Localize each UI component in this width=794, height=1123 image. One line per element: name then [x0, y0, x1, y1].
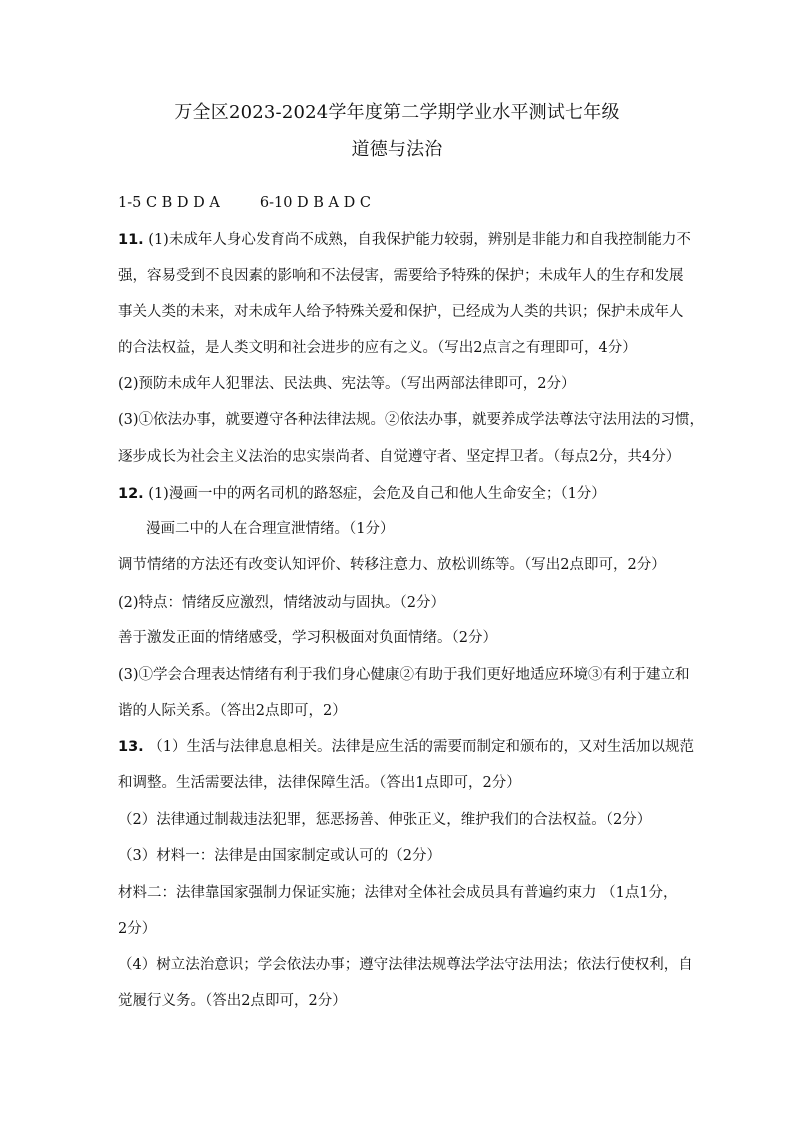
answer-line [118, 410, 704, 430]
answer-text: 谐的人际关系。（答出2点即可，2） [118, 703, 347, 719]
answer-text: 善于激发正面的情绪感受，学习积极面对负面情绪。（2分） [118, 630, 497, 646]
answer-text: （3）材料一：法律是由国家制定或认可的（2分） [118, 848, 441, 864]
answer-text: (3)①学会合理表达情绪有利于我们身心健康②有助于我们更好地适应环境③有利于建立和 [118, 667, 690, 683]
answer-line [146, 519, 394, 539]
answer-line [118, 338, 637, 358]
answer-line [118, 447, 680, 467]
answer-text: （2）法律通过制裁违法犯罪，惩恶扬善、伸张正义，维护我们的合法权益。（2分） [118, 812, 652, 828]
answer-text: (1)未成年人身心发育尚不成熟，自我保护能力较弱，辨别是非能力和自我控制能力不 [143, 232, 691, 248]
answer-text: 2分） [118, 921, 157, 937]
answer-text: (1)漫画一中的两名司机的路怒症，会危及自己和他人生命安全；（1分） [143, 486, 606, 502]
answer-line [118, 846, 441, 866]
answer-text: 调节情绪的方法还有改变认知评价、转移注意力、放松训练等。（写出2点即可，2分） [118, 557, 666, 573]
answer-text: 强，容易受到不良因素的影响和不法侵害，需要给予特殊的保护；未成年人的生存和发展 [118, 268, 684, 284]
answer-text: (2)特点：情绪反应激烈，情绪波动与固执。（2分） [118, 595, 446, 611]
answer-line [118, 593, 445, 613]
answer-text: 事关人类的未来，对未成年人给予特殊关爱和保护，已经成为人类的共识；保护未成年人 [118, 304, 684, 320]
question-number: 11. [118, 232, 144, 248]
answer-line [118, 555, 666, 575]
answer-line [118, 773, 521, 793]
choice-answers-1-5: 1-5 C B D D A [118, 195, 220, 211]
answer-line [118, 484, 606, 504]
answer-line [118, 883, 678, 903]
answer-text: 觉履行义务。（答出2点即可，2分） [118, 993, 347, 1009]
answer-text: （4）树立法治意识；学会依法办事；遵守法律法规尊法学法守法用法；依法行使权利，自 [118, 957, 693, 973]
answer-line [118, 665, 690, 685]
answer-line [118, 737, 694, 757]
answer-line [118, 230, 691, 250]
answer-text: （1）生活与法律息息相关。法律是应生活的需要而制定和颁布的，又对生活加以规范 [143, 739, 695, 755]
choice-answers-6-10: 6-10 D B A D C [259, 195, 371, 211]
question-number: 13. [118, 739, 144, 755]
answer-line [118, 266, 684, 286]
question-number: 12. [118, 486, 144, 502]
answer-line [118, 701, 347, 721]
subject-title: 道德与法治 [351, 139, 443, 160]
answer-text: 漫画二中的人在合理宣泄情绪。（1分） [146, 521, 395, 537]
answer-text: (3)①依法办事，就要遵守各种法律法规。②依法办事，就要养成学法尊法守法用法的习惯， [118, 412, 705, 428]
answer-line [118, 374, 576, 394]
answer-line [118, 302, 684, 322]
answer-line [118, 628, 497, 648]
answer-text: 材料二：法律靠国家强制力保证实施；法律对全体社会成员具有普遍约束力 （1点1分， [118, 885, 678, 901]
answer-line [118, 919, 156, 939]
choice-answers [118, 193, 371, 213]
answer-text: 的合法权益，是人类文明和社会进步的应有之义。（写出2点言之有理即可，4分） [118, 340, 637, 356]
answer-line [118, 991, 347, 1011]
answer-text: 逐步成长为社会主义法治的忠实崇尚者、自觉遵守者、坚定捍卫者。（每点2分，共4分） [118, 449, 681, 465]
answer-line [118, 810, 651, 830]
document-title: 万全区2023-2024学年度第二学期学业水平测试七年级 [174, 102, 620, 123]
answer-line [118, 955, 693, 975]
answer-text: (2)预防未成年人犯罪法、民法典、宪法等。（写出两部法律即可，2分） [118, 376, 576, 392]
answer-text: 和调整。生活需要法律，法律保障生活。（答出1点即可，2分） [118, 775, 521, 791]
